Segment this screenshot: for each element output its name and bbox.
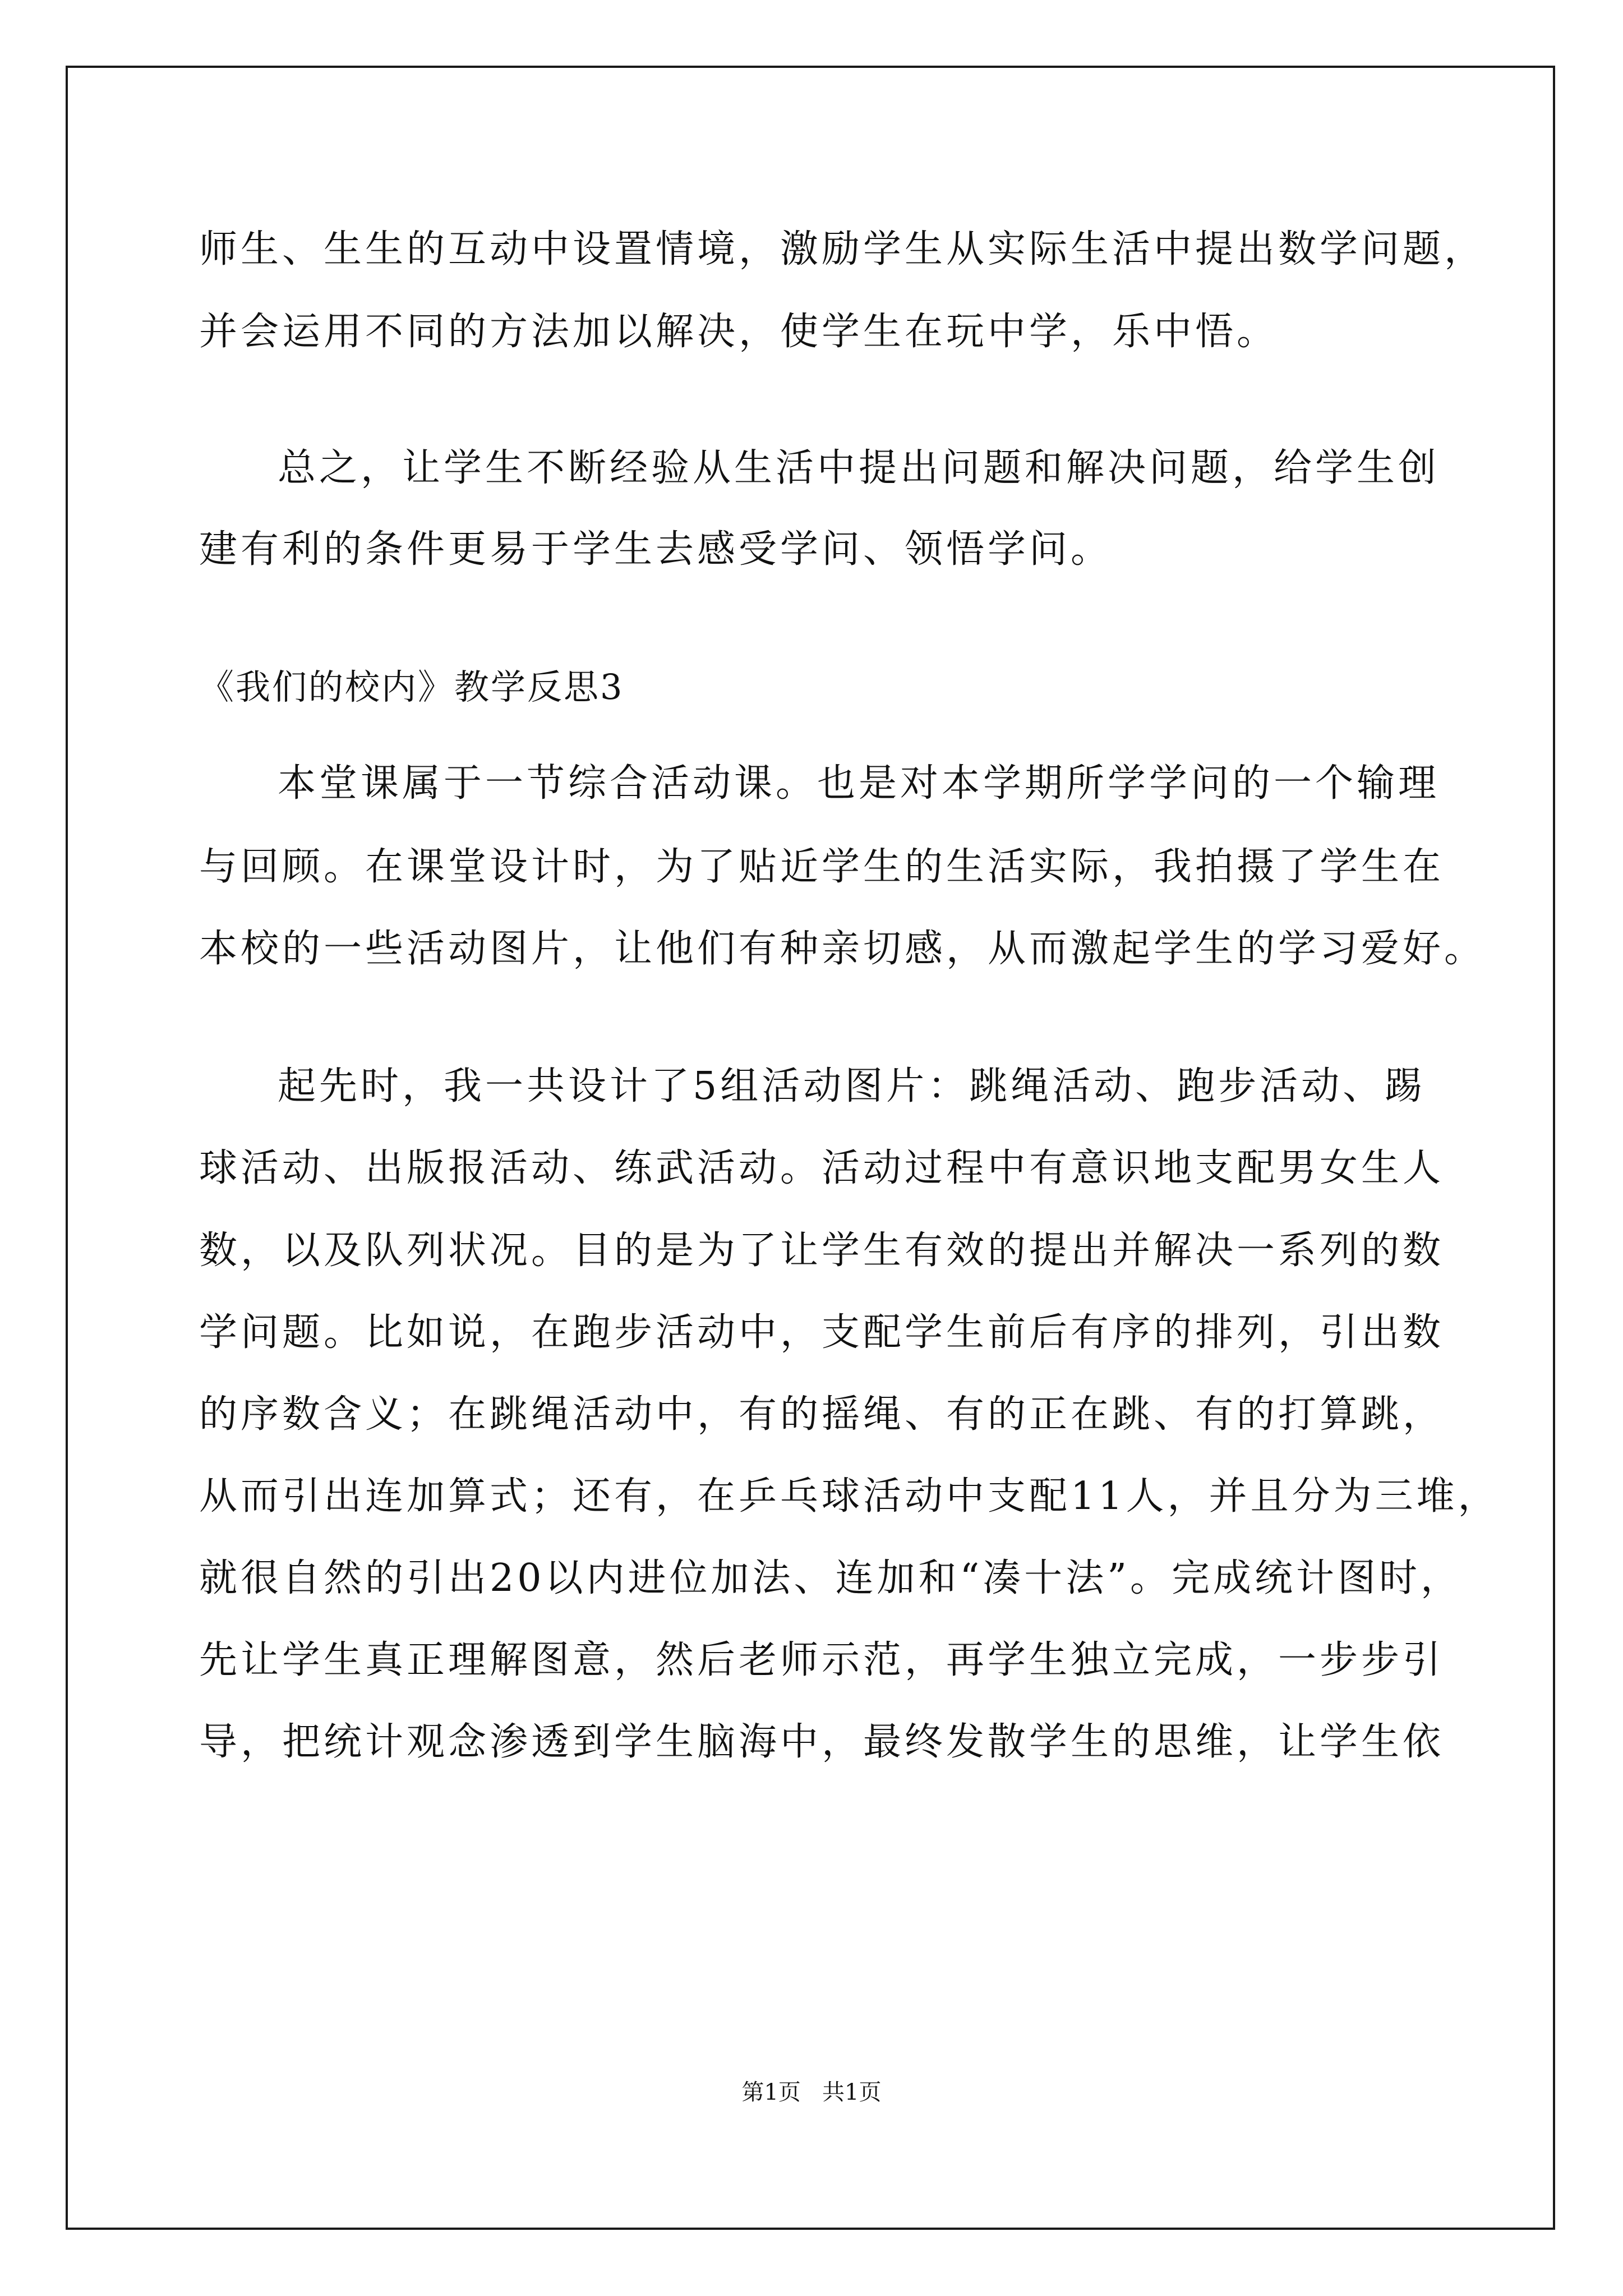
page-footer: 第1页 共1页 (741, 2079, 882, 2105)
body-line: 起先时，我一共设计了5组活动图片：跳绳活动、跑步活动、踢 (278, 1064, 1426, 1108)
body-line: 导，把统计观念渗透到学生脑海中，最终发散学生的思维，让学生依 (199, 1720, 1445, 1764)
body-line: 球活动、出版报活动、练武活动。活动过程中有意识地支配男女生人 (199, 1146, 1445, 1190)
section-heading: 《我们的校内》教学反思3 (199, 666, 624, 707)
body-line: 并会运用不同的方法加以解决，使学生在玩中学，乐中悟。 (199, 310, 1279, 354)
body-line: 与回顾。在课堂设计时，为了贴近学生的生活实际，我拍摄了学生在 (199, 845, 1445, 889)
body-line: 建有利的条件更易于学生去感受学问、领悟学问。 (199, 527, 1113, 572)
body-line: 的序数含义；在跳绳活动中，有的摇绳、有的正在跳、有的打算跳， (199, 1392, 1445, 1437)
body-line: 师生、生生的互动中设置情境，激励学生从实际生活中提出数学问题， (199, 227, 1486, 272)
body-line: 就很自然的引出20以内进位加法、连加和“凑十法”。完成统计图时， (199, 1556, 1463, 1600)
body-line: 先让学生真正理解图意，然后老师示范，再学生独立完成，一步步引 (199, 1638, 1445, 1682)
body-line: 本堂课属于一节综合活动课。也是对本学期所学学问的一个输理 (278, 761, 1440, 806)
body-line: 数，以及队列状况。目的是为了让学生有效的提出并解决一系列的数 (199, 1228, 1445, 1273)
body-line: 从而引出连加算式；还有，在乒乓球活动中支配11人，并且分为三堆， (199, 1474, 1500, 1519)
body-line: 总之，让学生不断经验从生活中提出问题和解决问题，给学生创 (278, 446, 1440, 490)
body-line: 本校的一些活动图片，让他们有种亲切感，从而激起学生的学习爱好。 (199, 927, 1486, 971)
body-line: 学问题。比如说，在跑步活动中，支配学生前后有序的排列，引出数 (199, 1310, 1445, 1355)
